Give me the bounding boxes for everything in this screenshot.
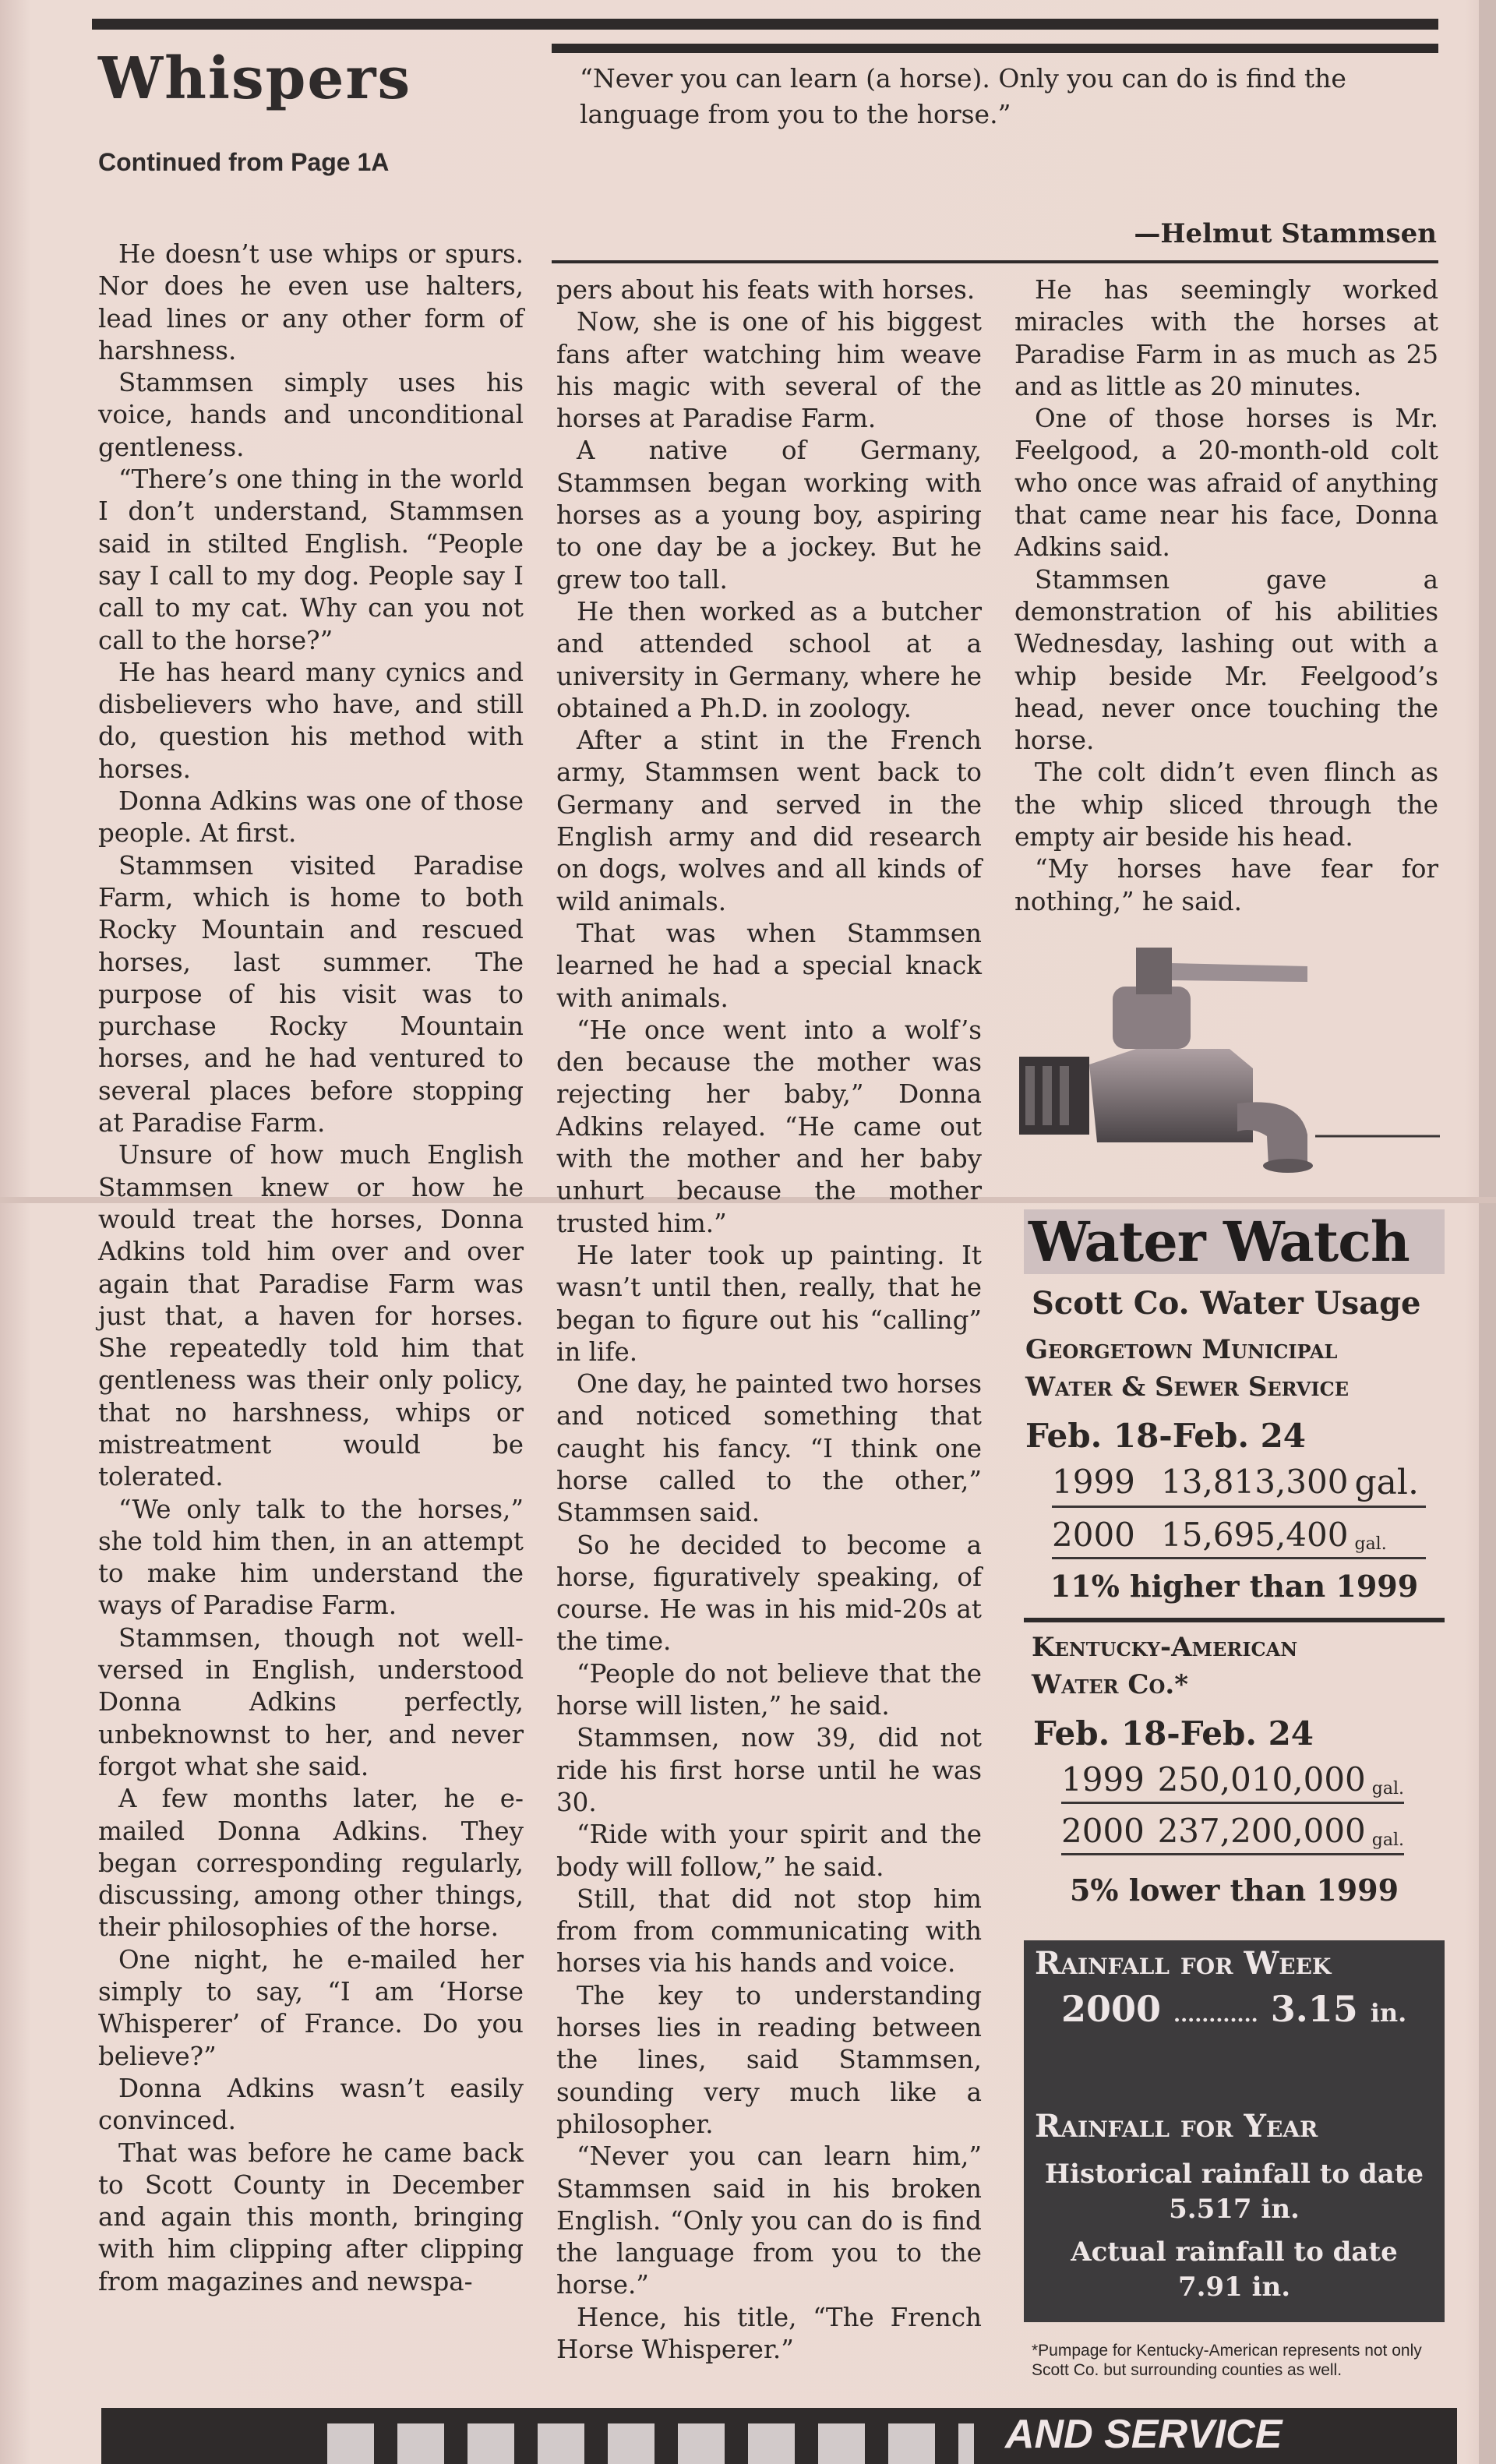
paragraph: A few months later, he e-mailed Donna Adkins. They began corresponding regularly, discussing, among other things, their philosophies of the horse.: [98, 1784, 524, 1943]
usage-unit: gal.: [1354, 1463, 1419, 1502]
water-watch-footnote: *Pumpage for Kentucky-American represents not only Scott Co. but surrounding counties as well.: [1032, 2342, 1422, 2379]
rainfall-week-year: 2000: [1061, 1988, 1162, 2030]
section-divider: [1024, 1618, 1445, 1622]
actual-rainfall-label: Actual rainfall to date: [1071, 2236, 1398, 2268]
pullquote: “Never you can learn (a horse). Only you can do is find the language from you to the horse.”: [580, 63, 1346, 129]
actual-rainfall-value: 7.91 in.: [1177, 2272, 1291, 2303]
paragraph: “Never you can learn him,” Stammsen said in his broken English. “Only you can do is find the language from you to the horse.”: [556, 2141, 982, 2300]
paragraph: Stammsen, though not well-versed in English, understood Donna Adkins perfectly, unbeknownst to her, and never forgot what she said.: [98, 1622, 524, 1781]
paragraph: He then worked as a butcher and attended school at a university in Germany, where he obtained a Ph.D. in zoology.: [556, 596, 982, 723]
continued-label: Continued from Page 1A: [98, 148, 390, 176]
usage-row: [1052, 1463, 1426, 1508]
paragraph: The key to understanding horses lies in reading between the lines, said Stammsen, sounding very much like a philosopher.: [556, 1980, 982, 2139]
paragraph: So he decided to become a horse, figuratively speaking, of course. He was in his mid-20s at the time.: [556, 1530, 982, 1657]
usage-unit: gal.: [1354, 1534, 1387, 1554]
article-column-2: [556, 274, 982, 2366]
historical-rainfall-value: 5.517 in.: [1169, 2194, 1300, 2225]
usage-value: 13,813,300: [1161, 1463, 1349, 1501]
utility-name: [1025, 1331, 1445, 1406]
paragraph: Hence, his title, “The French Horse Whisperer.”: [556, 2302, 982, 2364]
top-rule: [92, 19, 1438, 30]
paragraph: “There’s one thing in the world I don’t understand, Stammsen said in stilted English. “People say I call to my dog. People say I call to my cat. Why can you not call to the horse?”: [98, 464, 524, 655]
paragraph: Stammsen, now 39, did not ride his first horse until he was 30.: [556, 1723, 982, 1817]
paragraph: Now, she is one of his biggest fans after watching him weave his magic with several of the horses at Paradise Farm.: [556, 307, 982, 434]
paragraph: After a stint in the French army, Stammsen went back to Germany and served in the English army and did research on dogs, wolves and all kinds of wild animals.: [556, 725, 982, 916]
usage-row: [1052, 1516, 1426, 1559]
usage-value: 237,200,000: [1157, 1812, 1366, 1850]
usage-value: 250,010,000: [1157, 1760, 1366, 1799]
paragraph: One of those horses is Mr. Feelgood, a 20-month-old colt who once was afraid of anything that came near his face, Donna Adkins said.: [1014, 404, 1438, 563]
usage-year: 1999: [1052, 1463, 1135, 1501]
paragraph: “He once went into a wolf’s den because the mother was rejecting her baby,” Donna Adkins relayed. “He came out with the mother and her baby unhurt because the mother trusted him.”: [556, 1015, 982, 1238]
paragraph: Stammsen visited Paradise Farm, which is home to both Rocky Mountain and rescued horses, last summer. The purpose of his visit was to purchase Rocky Mountain horses, and he had ventured to several places before stopping at Paradise Farm.: [98, 850, 524, 1138]
usage-year: 1999: [1061, 1760, 1145, 1799]
paragraph: “We only talk to the horses,” she told him then, in an attempt to make him understand the ways of Paradise Farm.: [98, 1494, 524, 1621]
usage-unit: gal.: [1371, 1830, 1404, 1850]
water-watch-box: [1024, 1209, 1445, 1908]
paragraph: Donna Adkins wasn’t easily convinced.: [98, 2073, 524, 2136]
utility-name-line: Georgetown Municipal: [1025, 1334, 1338, 1365]
water-watch-subtitle: Scott Co. Water Usage: [1032, 1285, 1421, 1322]
pullquote-rule: [552, 44, 1438, 53]
paragraph: “Ride with your spirit and the body will follow,” he said.: [556, 1820, 982, 1882]
pullquote-bottom-rule: [552, 260, 1438, 263]
usage-unit: gal.: [1371, 1779, 1404, 1799]
paragraph: One night, he e-mailed her simply to say, “I am ‘Horse Whisperer’ of France. Do you believe?”: [98, 1944, 524, 2071]
paragraph: One day, he painted two horses and noticed something that caught his fancy. “I think one horse called to the other,” Stammsen said.: [556, 1369, 982, 1528]
rainfall-week-dots: ............: [1173, 2003, 1258, 2027]
usage-comparison: 11% higher than 1999: [1050, 1569, 1419, 1604]
paragraph: Unsure of how much English Stammsen knew or how he would treat the horses, Donna Adkins told him over and over again that Paradise Farm was just that, a haven for horses. She repeatedly told him that gentleness was their only policy, that no harshness, whips or mistreatment would be tolerated.: [98, 1140, 524, 1492]
water-watch-title: Water Watch: [1024, 1209, 1445, 1274]
usage-row: [1061, 1812, 1404, 1855]
faucet-icon: [1019, 932, 1445, 1192]
date-range: Feb. 18-Feb. 24: [1033, 1714, 1314, 1753]
rainfall-year-heading: Rainfall for Year: [1035, 2108, 1318, 2145]
paragraph: That was when Stammsen learned he had a special knack with animals.: [556, 918, 982, 1013]
paragraph: Stammsen gave a demonstration of his abilities Wednesday, lashing out with a whip beside Mr. Feelgood’s head, never once touching the horse.: [1014, 564, 1438, 756]
utility-name-line: Water & Sewer Service: [1025, 1371, 1350, 1403]
paragraph: He has heard many cynics and disbelievers who have, and still do, question his method with horses.: [98, 657, 524, 784]
page-edge: [1479, 0, 1496, 2464]
paragraph: That was before he came back to Scott County in December and again this month, bringing with him clipping after clipping from magazines and newspa-: [98, 2137, 524, 2296]
advertisement-banner: [101, 2408, 1457, 2464]
usage-year: 2000: [1052, 1516, 1135, 1554]
paragraph: A native of Germany, Stammsen began working with horses as a young boy, aspiring to one day be a jockey. But he grew too tall.: [556, 436, 982, 595]
paragraph: He has seemingly worked miracles with the horses at Paradise Farm in as much as 25 and as little as 20 minutes.: [1014, 275, 1438, 401]
banner-cut-lettering: [327, 2423, 974, 2464]
rainfall-week-value: 3.15: [1270, 1988, 1358, 2030]
historical-rainfall-label: Historical rainfall to date: [1044, 2159, 1424, 2190]
article-column-3: [1014, 274, 1438, 918]
paragraph: He later took up painting. It wasn’t until then, really, that he began to figure out his “calling” in life.: [556, 1240, 982, 1367]
pullquote-attribution: —Helmut Stammsen: [1134, 218, 1437, 249]
usage-row: [1061, 1760, 1404, 1804]
utility-name: [1032, 1629, 1445, 1703]
paragraph: “My horses have fear for nothing,” he said.: [1014, 854, 1438, 916]
date-range: Feb. 18-Feb. 24: [1025, 1417, 1307, 1455]
paragraph: pers about his feats with horses.: [556, 275, 976, 305]
utility-name-line: Kentucky-American: [1032, 1632, 1298, 1663]
rainfall-week-line: [1061, 1988, 1445, 2030]
paragraph: The colt didn’t even flinch as the whip sliced through the empty air beside his head.: [1014, 757, 1438, 853]
headline: Whispers: [98, 45, 412, 112]
rainfall-week-unit: in.: [1370, 1998, 1407, 2028]
utility-name-line: Water Co.*: [1032, 1669, 1189, 1700]
paragraph: Donna Adkins was one of those people. At first.: [98, 786, 524, 849]
banner-text: AND SERVICE: [1005, 2412, 1283, 2457]
paragraph: Stammsen simply uses his voice, hands and unconditional gentleness.: [98, 368, 524, 462]
usage-comparison: 5% lower than 1999: [1069, 1873, 1399, 1908]
paragraph: Still, that did not stop him from from communicating with horses via his hands and voice.: [556, 1883, 982, 1979]
usage-value: 15,695,400: [1161, 1516, 1349, 1554]
usage-year: 2000: [1061, 1812, 1145, 1850]
paragraph: He doesn’t use whips or spurs. Nor does he even use halters, lead lines or any other form of harshness.: [98, 239, 524, 365]
rainfall-box: [1024, 1940, 1445, 2322]
paragraph: “People do not believe that the horse will listen,” he said.: [556, 1658, 982, 1721]
article-column-1: [98, 238, 524, 2298]
rainfall-week-heading: Rainfall for Week: [1035, 1945, 1332, 1982]
